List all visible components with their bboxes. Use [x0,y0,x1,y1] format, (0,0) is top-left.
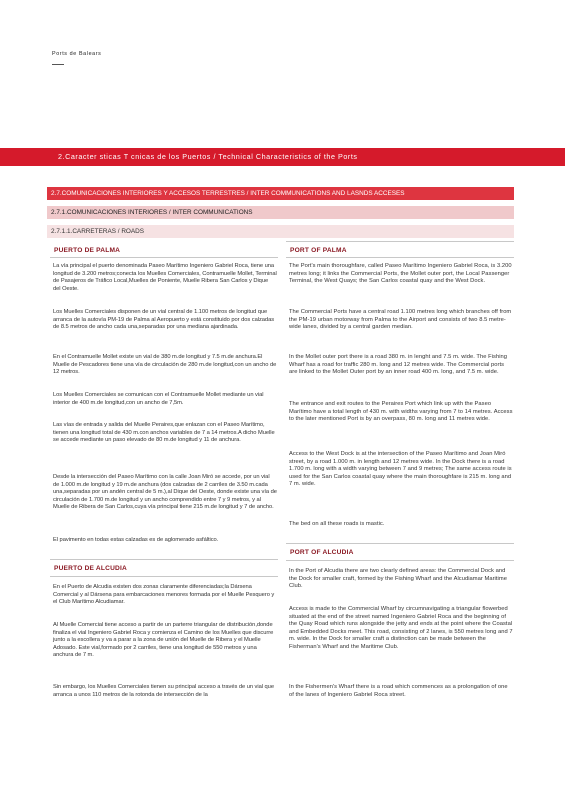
section-heading-2-7: 2.7.COMUNICACIONES INTERIORES Y ACCESOS TERRESTRES / INTER COMMUNICATIONS AND LASNDS ACCESES [47,187,514,200]
header-section-name: Ports de Balears [52,51,102,57]
paragraph: La vía principal el puerto denominada Paseo Marítimo Ingeniero Gabriel Roca, tiene una longitud de 3.200 metros;conecta los Muelles Comerciales, Contramuelle Mollet, Terminal de Pasajeros de Tráfico Local,Muelles de Poniente, Muelle Ribera San Carlos y Dique del Oeste. [53,263,277,292]
paragraph: In the Port of Alcudia there are two clearly defined areas: the Commercial Dock and the Dock for smaller craft, formed by the Fishing Wharf and the Alcudiamar Maritime Club. [289,568,507,590]
paragraph: Access is made to the Commercial Wharf by circumnavigating a triangular flowerbed situated at the end of the street named Ingeniero Gabriel Roca and the beginning of the Quay Road which runs alongside the jetty and ends at the point where the Coastal and Embedded Docks meet. This road, consisting of 2 lanes, is 550 metres long and 7 m. wide. In the Dock for smaller craft a distinction can be made between the Fisherman's Wharf and the Maritime Club. [289,606,513,650]
paragraph: The Commercial Ports have a central road 1.100 metres long which branches off from the PM-19 urban motorway from Palma to the Airport and consists of two 8.5 metre-wide lanes, divided by a central garden median. [289,309,512,331]
paragraph: En el Contramuelle Mollet existe un vial de 380 m.de longitud y 7.5 m.de anchura.El Muelle de Pescadores tiene una vía de circulación de 280 m.de longitud,con un ancho de 12 metros. [53,354,277,376]
section-divider [286,543,514,544]
paragraph: In the Fishermen's Wharf there is a road which commences as a prolongation of one of the lanes of Ingeniero Gabriel Roca street. [289,684,508,698]
paragraph: Sin embargo, los Muelles Comerciales tienen su principal acceso a través de un vial que arranca a unos 110 metros de la rotonda de intersección de la [53,684,274,698]
section-heading-2-7-1-1: 2.7.1.1.CARRETERAS / ROADS [47,225,514,238]
paragraph: Los Muelles Comerciales se comunican con el Contramuelle Mollet mediante un vial interior de 400 m.de longitud,con un ancho de 7,5m. [53,392,264,406]
header-underline [52,64,64,65]
heading-puerto-de-alcudia: PUERTO DE ALCUDIA [54,565,128,572]
paragraph: In the Mollet outer port there is a road 380 m. in lenght and 7.5 m. wide. The Fishing Wharf has a road for traffic 280 m. long and 12 metres wide. The Commercial ports are linked to the Mollet Outer port by an inner road 400 m. long, and 7.5 m. wide. [289,354,508,376]
heading-divider [286,560,514,561]
paragraph: The bed on all these roads is mastic. [289,521,385,527]
heading-puerto-de-palma: PUERTO DE PALMA [54,247,121,254]
section-heading-2-7-1: 2.7.1.COMUNICACIONES INTERIORES / INTER COMMUNICATIONS [47,206,514,219]
paragraph: Access to the West Dock is at the intersection of the Paseo Marítimo and Joan Miró street, by a road 1.000 m. in length and 12 metres wide. In the Dock there is a road 1.700 m. long with a width varying between 7 and 9 metres; The same access route is used for the San Carlos coastal quay where the main thoroughfare is 215 m. long and 7 m. wide. [289,451,512,488]
paragraph: El pavimento en todas estas calzadas es de aglomerado asfáltico. [53,537,219,543]
heading-port-of-alcudia: PORT OF ALCUDIA [290,549,354,556]
paragraph: Los Muelles Comerciales disponen de un vial central de 1.100 metros de longitud que arranca de la autovía PM-19 de Palma al Aeropuerto y está constituido por dos calzadas de 8.5 metros de ancho cada una,separadas por una mediana ajardinada. [53,309,275,331]
paragraph: The Port's main thoroughfare, called Paseo Marítimo Ingeniero Gabriel Roca, is 3.200 metres long; it links the Commercial Ports, the Mollet outer port, the Local Passenger Terminal, the West Quays; the San Carlos coastal quay and the West Dock. [289,263,512,285]
heading-divider [50,576,278,577]
chapter-title: 2.Caracter sticas T cnicas de los Puertos / Technical Characteristics of the Ports [58,152,358,161]
paragraph: The entrance and exit routes to the Peraires Port which link up with the Paseo Marítimo have a total length of 430 m. with widths varying from 7 to 14 metres. Access to the later mentioned Port is by an overpass, 80 m. long and 11 metres wide. [289,401,513,423]
paragraph: Al Muelle Comercial tiene acceso a partir de un parterre triangular de distribución,donde finaliza el vial Ingeniero Gabriel Roca y comienza el Camino de los Muelles que discurre junto a la escollera y va a parar a la zona de unión del Muelle de Ribera y el Muelle Adosado. Este vial,formado por 2 carriles, tiene una longitud de 550 metros y una anchura de 7 m. [53,622,274,659]
chapter-title-band [0,148,565,166]
paragraph: En el Puerto de Alcudia existen dos zonas claramente diferenciadas;la Dársena Comercial y al Dársena para embarcaciones menores formada por el Muelle Pesquero y el Club Marítimo Alcudiamar. [53,584,275,606]
heading-port-of-palma: PORT OF PALMA [290,247,347,254]
section-divider [50,559,278,560]
heading-divider [50,257,278,258]
heading-divider [286,257,514,258]
section-divider [286,241,514,242]
paragraph: Desde la intersección del Paseo Marítimo con la calle Joan Miró se accede, por un vial de 1.000 m.de longitud y 19 m.de anchura (dos calzadas de 2 carriles de 3.50 m.cada una,separadas por un andén central de 5 m.),al Dique del Oeste, donde existe una vía de circulación de 1.700 m.de longitud y un ancho comprendido entre 7 y 9 metros, y al Muelle de Ribera de San Carlos,cuya vía principal tiene 215 m.de longitud y 7 de ancho. [53,474,277,511]
paragraph: Las vías de entrada y salida del Muelle Peraires,que enlazan con el Paseo Marítimo, tienen una longitud total de 430 m.con anchos variables de 7 a 14 metros.A dicho Muelle se accede mediante un paso elevado de 80 m.de longitud y 11 de anchura. [53,422,275,444]
